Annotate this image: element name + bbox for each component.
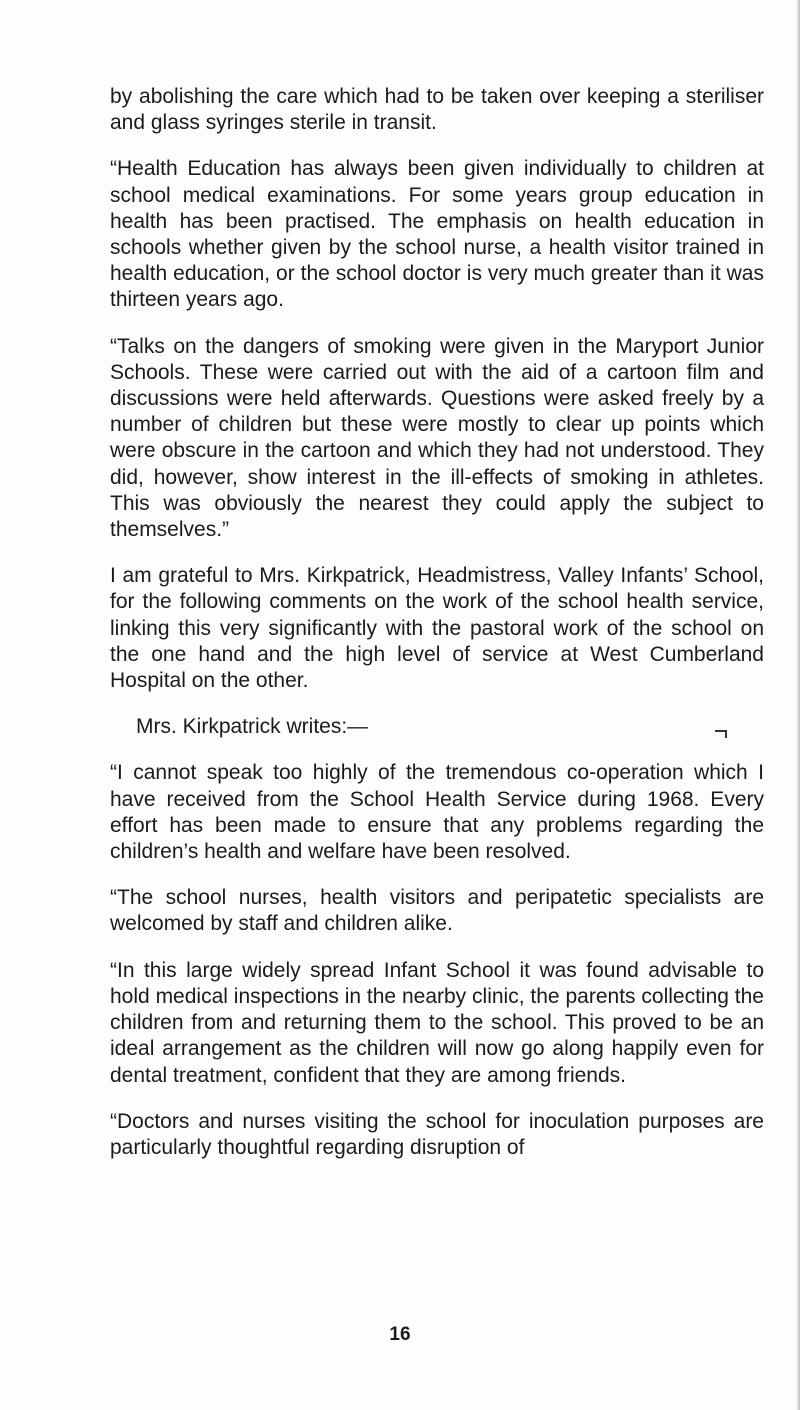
paragraph-smoking-talks: “Talks on the dangers of smoking were given in the Maryport Junior Schools. These were carried out with the aid of a cartoon film and discussions were held afterwards. Questions were asked freely by a number of children but these were mostly to clear up points which were obscure in the cartoon and which they had not understood. They did, however, show interest in the ill-effects of smoking in athletes. This was obviously the nearest they could apply the subject to themselves.”: [110, 334, 764, 542]
quote-paragraph-nurses: “The school nurses, health visitors and peripatetic specialists are welcomed by staff and children alike.: [110, 886, 764, 936]
page-edge-shadow: [796, 0, 800, 1410]
page-number: 16: [389, 1324, 411, 1345]
paragraph-health-education: “Health Education has always been given individually to children at school medical examinations. For some years group education in health has been practised. The emphasis on health education in schools whether given by the school nurse, a health visitor trained in health education, or the school doctor is very much greater than it was thirteen years ago.: [110, 157, 764, 312]
quote-paragraph-doctors: “Doctors and nurses visiting the school for inoculation purposes are particularly thoughtful regarding disruption of: [110, 1109, 764, 1159]
body-text: [110, 84, 764, 1181]
paragraph-gratitude: I am grateful to Mrs. Kirkpatrick, Headmistress, Valley Infants’ School, for the following comments on the work of the school health service, linking this very significantly with the pastoral work of the school on the one hand and the high level of service at West Cumberland Hospital on the other.: [110, 564, 764, 693]
paragraph-continued: by abolishing the care which had to be taken over keeping a steriliser and glass syringes sterile in transit.: [110, 85, 764, 135]
quote-intro-line: Mrs. Kirkpatrick writes:—: [136, 715, 369, 739]
quote-paragraph-cooperation: “I cannot speak too highly of the tremendous co-operation which I have received from the School Health Service during 1968. Every effort has been made to ensure that any problems regarding the children’s health and welfare have been resolved.: [110, 761, 764, 864]
quote-paragraph-clinic: “In this large widely spread Infant School it was found advisable to hold medical inspections in the nearby clinic, the parents collecting the children from and returning them to the school. This proved to be an ideal arrangement as the children will now go along happily even for dental treatment, confident that they are among friends.: [110, 958, 764, 1087]
stray-pen-mark: [715, 730, 727, 738]
